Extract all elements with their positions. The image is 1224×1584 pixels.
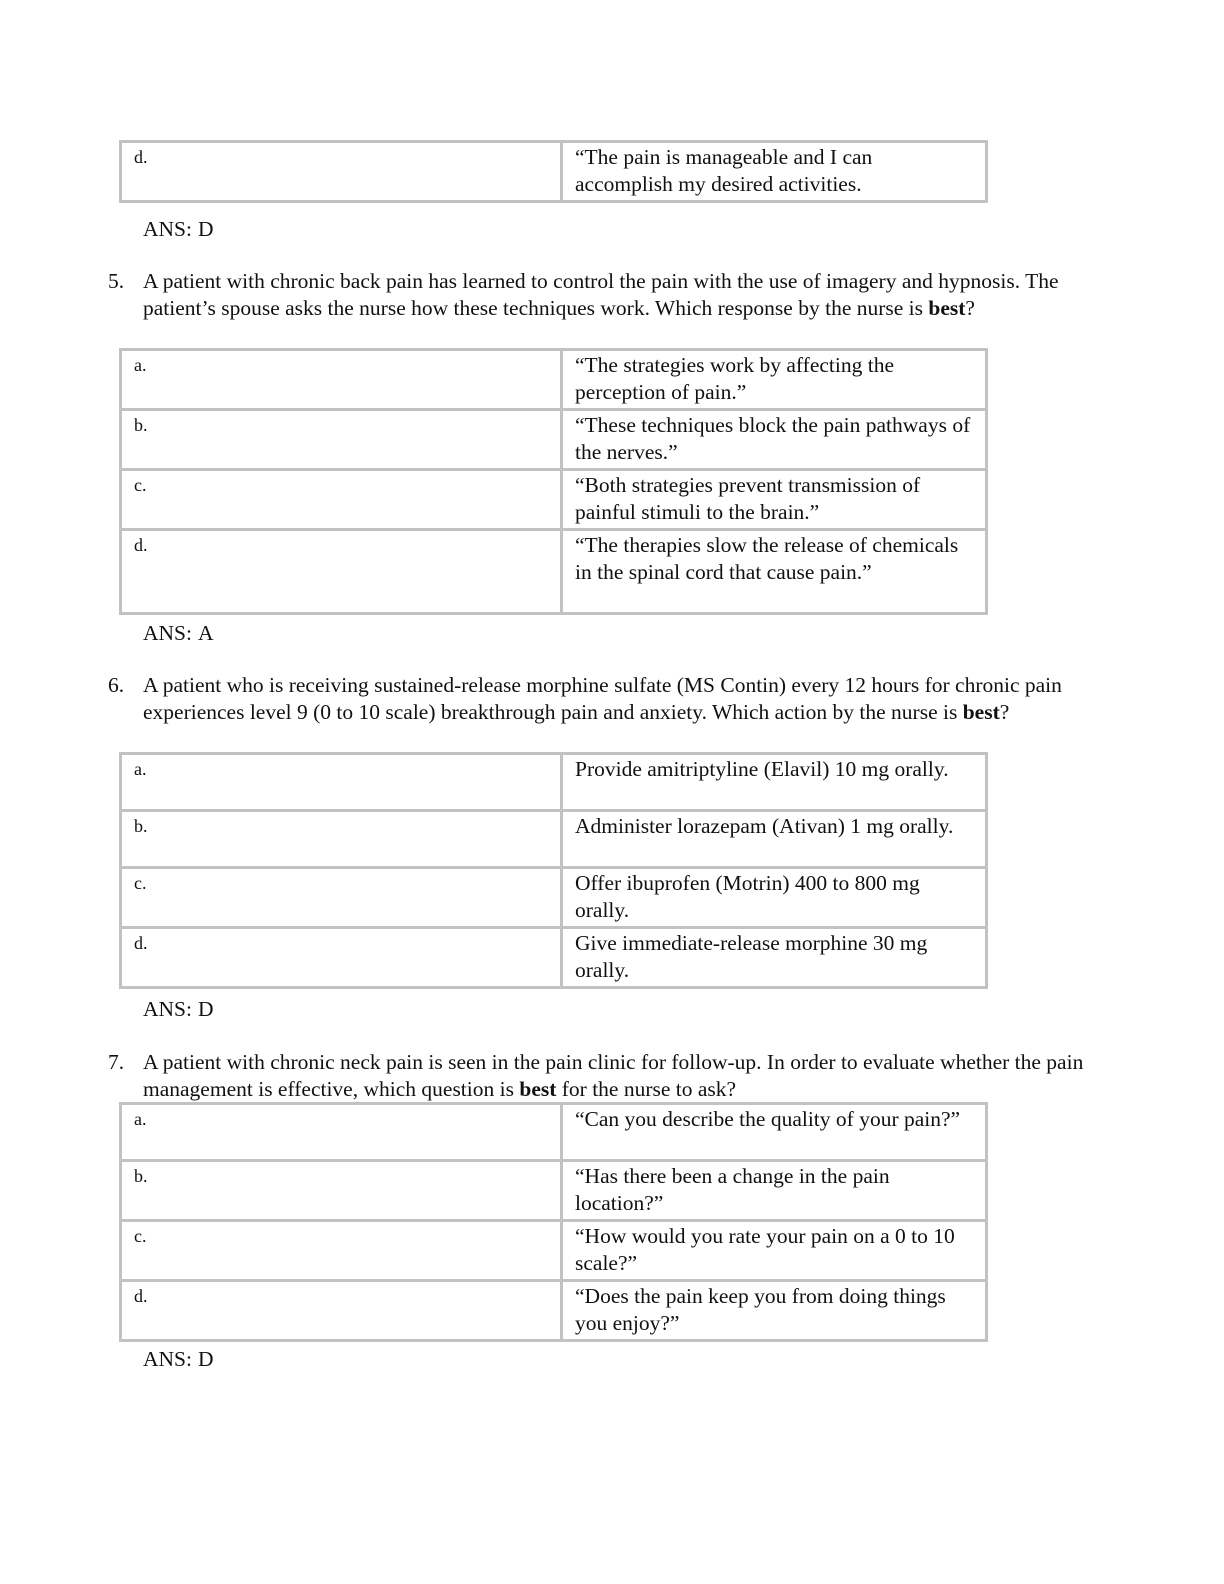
option-text: Offer ibuprofen (Motrin) 400 to 800 mg orally. xyxy=(562,868,987,928)
question-text xyxy=(143,1049,1088,1103)
option-letter: a. xyxy=(121,350,562,410)
option-letter: b. xyxy=(121,1161,562,1221)
option-letter: a. xyxy=(121,1104,562,1161)
question-number: 7. xyxy=(108,1050,125,1074)
option-letter: d. xyxy=(121,1281,562,1341)
option-text: “The strategies work by affecting the perception of pain.” xyxy=(562,350,987,410)
option-row xyxy=(121,350,987,410)
option-letter: d. xyxy=(121,928,562,988)
question-text xyxy=(143,268,1088,322)
option-row xyxy=(121,1281,987,1341)
option-row xyxy=(121,1104,987,1161)
answer-line xyxy=(143,996,214,1023)
option-text: “Can you describe the quality of your pain?” xyxy=(562,1104,987,1161)
option-letter: b. xyxy=(121,410,562,470)
answer-value: D xyxy=(197,997,214,1021)
option-row xyxy=(121,470,987,530)
option-text: “Does the pain keep you from doing things you enjoy?” xyxy=(562,1281,987,1341)
question-text xyxy=(143,672,1088,726)
question-options-table xyxy=(119,752,988,989)
question-options-table xyxy=(119,348,988,615)
option-text: “Both strategies prevent transmission of painful stimuli to the brain.” xyxy=(562,470,987,530)
answer-label: ANS: xyxy=(143,997,192,1021)
stem-emphasis: best xyxy=(928,296,966,320)
answer-line xyxy=(143,620,214,647)
option-letter: c. xyxy=(121,1221,562,1281)
answer-label: ANS: xyxy=(143,217,192,241)
answer-label: ANS: xyxy=(143,1347,192,1371)
option-text: “Has there been a change in the pain location?” xyxy=(562,1161,987,1221)
stem-text: A patient with chronic back pain has learned to control the pain with the use of imagery and hypnosis. The patient’s spouse asks the nurse how these techniques work. Which response by the nurse is xyxy=(143,269,1059,320)
option-row xyxy=(121,1221,987,1281)
option-text: “How would you rate your pain on a 0 to 10 scale?” xyxy=(562,1221,987,1281)
answer-value: D xyxy=(197,1347,214,1371)
option-text: “The pain is manageable and I can accomplish my desired activities. xyxy=(562,142,987,202)
option-row xyxy=(121,928,987,988)
option-text: “These techniques block the pain pathways of the nerves.” xyxy=(562,410,987,470)
option-letter: c. xyxy=(121,868,562,928)
stem-text-end: for the nurse to ask? xyxy=(556,1077,737,1101)
carryover-options-table xyxy=(119,140,988,203)
option-text: Administer lorazepam (Ativan) 1 mg orally. xyxy=(562,811,987,868)
option-row xyxy=(121,754,987,811)
stem-text-end: ? xyxy=(999,700,1010,724)
option-row xyxy=(121,811,987,868)
question-stem xyxy=(108,672,1088,726)
option-row xyxy=(121,410,987,470)
question-number: 5. xyxy=(108,269,125,293)
option-text: Provide amitriptyline (Elavil) 10 mg orally. xyxy=(562,754,987,811)
question-stem xyxy=(108,268,1088,322)
option-row xyxy=(121,142,987,202)
option-text: Give immediate-release morphine 30 mg orally. xyxy=(562,928,987,988)
option-letter: c. xyxy=(121,470,562,530)
stem-emphasis: best xyxy=(519,1077,557,1101)
option-row xyxy=(121,530,987,614)
answer-label: ANS: xyxy=(143,621,192,645)
option-letter: d. xyxy=(121,530,562,614)
answer-value: D xyxy=(197,217,214,241)
stem-text: A patient with chronic neck pain is seen in the pain clinic for follow-up. In order to evaluate whether the pain management is effective, which question is xyxy=(143,1050,1084,1101)
answer-line xyxy=(143,216,214,243)
option-letter: b. xyxy=(121,811,562,868)
stem-text: A patient who is receiving sustained-release morphine sulfate (MS Contin) every 12 hours for chronic pain experiences level 9 (0 to 10 scale) breakthrough pain and anxiety. Which action by the nurse is xyxy=(143,673,1062,724)
option-row xyxy=(121,1161,987,1221)
answer-line xyxy=(143,1346,214,1373)
question-number: 6. xyxy=(108,673,125,697)
option-text: “The therapies slow the release of chemicals in the spinal cord that cause pain.” xyxy=(562,530,987,614)
answer-value: A xyxy=(197,621,214,645)
question-options-table xyxy=(119,1102,988,1342)
option-letter: d. xyxy=(121,142,562,202)
option-letter: a. xyxy=(121,754,562,811)
stem-emphasis: best xyxy=(962,700,1000,724)
option-row xyxy=(121,868,987,928)
stem-text-end: ? xyxy=(965,296,975,320)
question-stem xyxy=(108,1049,1088,1103)
